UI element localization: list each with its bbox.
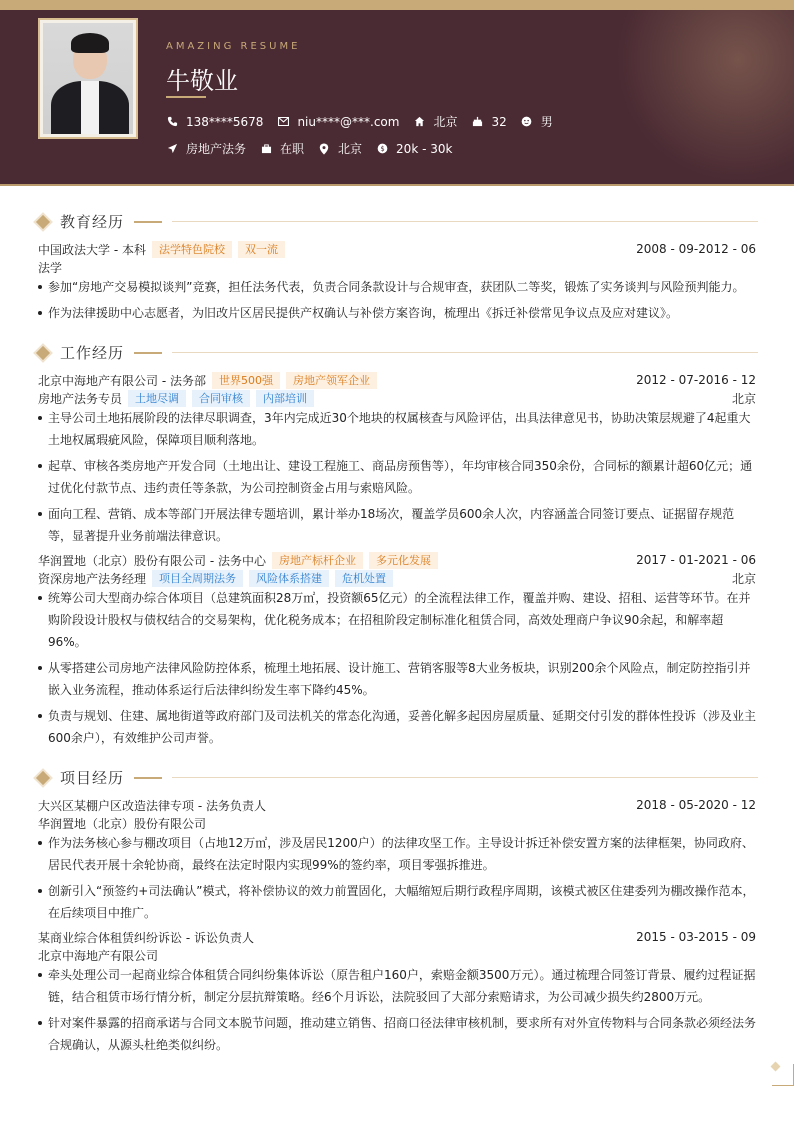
home-icon bbox=[413, 116, 425, 128]
bullet-item: 统筹公司大型商办综合体项目（总建筑面积28万㎡，投资额65亿元）的全流程法律工作，覆盖并购、建设、招租、运营等环节。在并购阶段设计股权与债权结合的交易架构，优化税务成本；在招租阶段定制标准化租赁合同，高效处理商户争议90余起，和解率超96%。 bbox=[38, 587, 756, 653]
project-entry-sub bbox=[38, 946, 756, 964]
top-accent-bar bbox=[0, 0, 794, 10]
work-entry-sub bbox=[38, 569, 756, 587]
face-icon bbox=[521, 116, 533, 128]
section-diamond-icon bbox=[36, 214, 50, 228]
intent-row bbox=[166, 140, 466, 157]
candidate-name: 牛敬业 bbox=[166, 67, 238, 95]
education-tag: 法学特色院校 bbox=[152, 241, 232, 258]
bullet-item: 从零搭建公司房地产法律风险防控体系，梳理土地拓展、设计施工、营销客服等8大业务板块，识别200余个风险点，制定防控指引并嵌入业务流程，推动体系运行后法律纠纷发生率下降约45%。 bbox=[38, 657, 756, 701]
project-date: 2018 - 05-2020 - 12 bbox=[636, 798, 756, 812]
job-target-item bbox=[166, 140, 246, 157]
work-entry-head bbox=[38, 371, 756, 389]
project-date: 2015 - 03-2015 - 09 bbox=[636, 930, 756, 944]
section-title-text: 教育经历 bbox=[60, 213, 125, 231]
send-icon bbox=[166, 143, 178, 155]
section-dash bbox=[134, 221, 162, 223]
profile-photo bbox=[38, 18, 138, 139]
work-tag: 多元化发展 bbox=[369, 552, 438, 569]
project-entry-head bbox=[38, 928, 756, 946]
project-bullets bbox=[38, 832, 756, 928]
bullet-item: 面向工程、营销、成本等部门开展法律专题培训，累计举办18场次，覆盖学员600余人次，内容涵盖合同签订要点、证据留存规范等，显著提升业务前端法律意识。 bbox=[38, 503, 756, 547]
education-date: 2008 - 09-2012 - 06 bbox=[636, 242, 756, 256]
work-tag: 世界500强 bbox=[212, 372, 280, 389]
salary-text: 20k - 30k bbox=[396, 141, 453, 156]
gender-text: 男 bbox=[540, 115, 553, 129]
work-location: 北京 bbox=[731, 571, 756, 586]
work-location: 北京 bbox=[731, 391, 756, 406]
age-text: 32 bbox=[491, 114, 507, 129]
brand-label: AMAZING RESUME bbox=[166, 41, 301, 52]
section-line bbox=[172, 777, 758, 778]
education-bullets bbox=[38, 276, 756, 328]
svg-text:$: $ bbox=[379, 144, 385, 153]
job-target-text: 房地产法务 bbox=[186, 142, 247, 156]
project-title: 某商业综合体租赁纠纷诉讼 - 诉讼负责人 bbox=[38, 930, 254, 945]
project-company: 北京中海地产有限公司 bbox=[38, 948, 159, 963]
work-position: 资深房地产法务经理 bbox=[38, 571, 147, 586]
bullet-item: 负责与规划、住建、属地街道等政府部门及司法机关的常态化沟通，妥善化解多起因房屋质量、延期交付引发的群体性投诉（涉及业主600余户），有效维护公司声誉。 bbox=[38, 705, 756, 749]
work-company: 北京中海地产有限公司 - 法务部 bbox=[38, 373, 206, 388]
skill-tag: 内部培训 bbox=[256, 390, 314, 407]
project-company: 华润置地（北京）股份有限公司 bbox=[38, 816, 207, 831]
project-entry-sub bbox=[38, 814, 756, 832]
cake-icon bbox=[471, 116, 483, 128]
salary-item bbox=[376, 142, 452, 156]
location-pin-icon bbox=[318, 143, 330, 155]
bullet-item: 起草、审核各类房地产开发合同（土地出让、建设工程施工、商品房预售等），年均审核合同350余份，合同标的额累计超60亿元；通过优化付款节点、违约责任等条款，为公司控制资金占用与索赔风险。 bbox=[38, 455, 756, 499]
education-school: 中国政法大学 - 本科 bbox=[38, 242, 146, 257]
bullet-item: 牵头处理公司一起商业综合体租赁合同纠纷集体诉讼（原告租户160户，索赔金额3500万元）。通过梳理合同签订背景、履约过程证据链，结合租赁市场行情分析，制定分层抗辩策略。经6个月诉讼，法院驳回了大部分索赔请求，为公司减少损失约2800万元。 bbox=[38, 964, 756, 1008]
work-date: 2017 - 01-2021 - 06 bbox=[636, 553, 756, 567]
work-position: 房地产法务专员 bbox=[38, 391, 123, 406]
briefcase-icon bbox=[260, 143, 272, 155]
skill-tag: 合同审核 bbox=[192, 390, 250, 407]
bullet-item: 作为法律援助中心志愿者，为旧改片区居民提供产权确认与补偿方案咨询，梳理出《拆迁补偿常见争议点及应对建议》。 bbox=[38, 302, 756, 324]
section-diamond-icon bbox=[36, 770, 50, 784]
education-tag: 双一流 bbox=[238, 241, 285, 258]
project-entry-head bbox=[38, 796, 756, 814]
phone-icon bbox=[166, 116, 178, 128]
status-item bbox=[260, 140, 304, 157]
gender-item bbox=[521, 113, 553, 130]
skill-tag: 危机处置 bbox=[335, 570, 393, 587]
email-text: niu****@***.com bbox=[297, 114, 400, 129]
city-item bbox=[413, 113, 457, 130]
section-education bbox=[34, 211, 758, 232]
education-entry-sub bbox=[38, 258, 756, 276]
work-bullets bbox=[38, 587, 756, 753]
section-title-text: 项目经历 bbox=[60, 769, 125, 787]
skill-tag: 风险体系搭建 bbox=[249, 570, 329, 587]
project-title: 大兴区某棚户区改造法律专项 - 法务负责人 bbox=[38, 798, 266, 813]
bullet-item: 创新引入“预签约+司法确认”模式，将补偿协议的效力前置固化，大幅缩短后期行政程序周期，该模式被区住建委列为棚改操作范本，在后续项目中推广。 bbox=[38, 880, 756, 924]
phone-text: 138****5678 bbox=[186, 114, 264, 129]
name-underline bbox=[166, 96, 206, 98]
target-city-text: 北京 bbox=[338, 142, 363, 156]
age-item bbox=[471, 115, 506, 129]
bullet-item: 主导公司土地拓展阶段的法律尽职调查，3年内完成近30个地块的权属核查与风险评估，出具法律意见书，协助决策层规避了4起重大土地权属瑕疵风险，保障项目顺利落地。 bbox=[38, 407, 756, 451]
phone-item bbox=[166, 115, 263, 129]
section-project bbox=[34, 767, 758, 788]
section-title-text: 工作经历 bbox=[60, 344, 125, 362]
resume-header bbox=[0, 10, 794, 186]
status-text: 在职 bbox=[280, 142, 305, 156]
city-text: 北京 bbox=[433, 115, 458, 129]
section-work bbox=[34, 342, 758, 363]
bullet-item: 参加“房地产交易模拟谈判”竞赛，担任法务代表，负责合同条款设计与合规审查，获团队二等奖，锻炼了实务谈判与风险预判能力。 bbox=[38, 276, 756, 298]
target-city-item bbox=[318, 140, 362, 157]
skill-tag: 项目全周期法务 bbox=[152, 570, 243, 587]
education-entry-head bbox=[38, 240, 756, 258]
header-glow bbox=[594, 10, 794, 180]
contact-row bbox=[166, 113, 567, 130]
section-line bbox=[172, 352, 758, 353]
mail-icon bbox=[277, 116, 289, 128]
education-major: 法学 bbox=[38, 260, 63, 275]
work-tag: 房地产标杆企业 bbox=[272, 552, 363, 569]
work-entry-sub bbox=[38, 389, 756, 407]
section-dash bbox=[134, 777, 162, 779]
work-entry-head bbox=[38, 551, 756, 569]
work-date: 2012 - 07-2016 - 12 bbox=[636, 373, 756, 387]
email-item bbox=[277, 115, 399, 129]
section-line bbox=[172, 221, 758, 222]
money-icon bbox=[376, 143, 388, 155]
skill-tag: 土地尽调 bbox=[128, 390, 186, 407]
work-company: 华润置地（北京）股份有限公司 - 法务中心 bbox=[38, 553, 266, 568]
header-divider bbox=[0, 184, 794, 186]
section-diamond-icon bbox=[36, 345, 50, 359]
section-dash bbox=[134, 352, 162, 354]
project-bullets bbox=[38, 964, 756, 1060]
work-bullets bbox=[38, 407, 756, 551]
work-tag: 房地产领军企业 bbox=[286, 372, 377, 389]
bullet-item: 作为法务核心参与棚改项目（占地12万㎡，涉及居民1200户）的法律攻坚工作。主导设计拆迁补偿安置方案的法律框架，协同政府、居民代表开展十余轮协商，最终在法定时限内实现99%的签约率，项目零强拆推进。 bbox=[38, 832, 756, 876]
bullet-item: 针对案件暴露的招商承诺与合同文本脱节问题，推动建立销售、招商口径法律审核机制，要求所有对外宣传物料与合同条款必须经法务合规确认，从源头杜绝类似纠纷。 bbox=[38, 1012, 756, 1056]
